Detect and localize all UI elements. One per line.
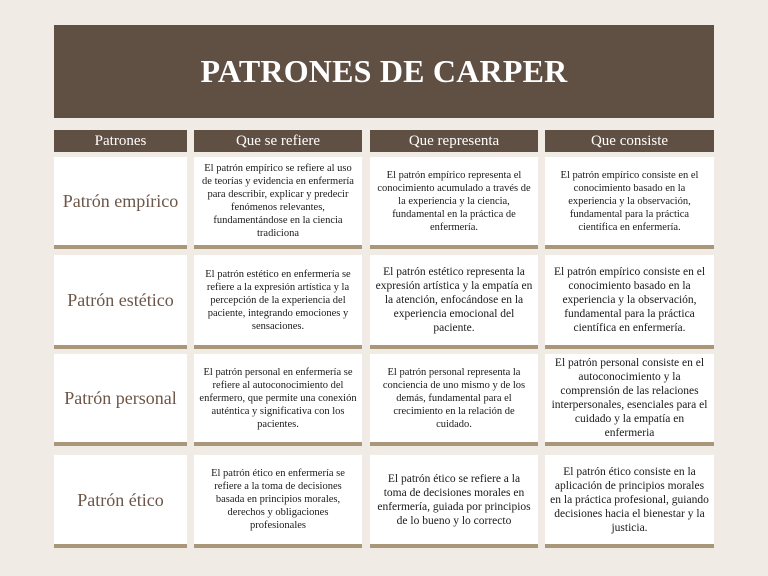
cell-etico-refiere: El patrón ético en enfermería se refiere a la toma de decisiones basada en principios morales, derechos y obligaciones profesionales	[194, 455, 362, 548]
column-header-que-se-refiere: Que se refiere	[194, 130, 362, 152]
cell-personal-representa: El patrón personal representa la conciencia de uno mismo y de los demás, fundamental para el crecimiento en la relación de cuidado.	[370, 354, 538, 446]
cell-etico-consiste: El patrón ético consiste en la aplicación de principios morales en la práctica profesional, guiando decisiones hacia el bienestar y la justicia.	[545, 455, 714, 548]
column-header-que-representa: Que representa	[370, 130, 538, 152]
column-header-patrones: Patrones	[54, 130, 187, 152]
row-label-empirico: Patrón empírico	[54, 157, 187, 249]
cell-estetico-refiere: El patrón estético en enfermería se refiere a la expresión artística y la percepción de la experiencia del paciente, integrando emociones y sensaciones.	[194, 255, 362, 349]
cell-personal-refiere: El patrón personal en enfermería se refiere al autoconocimiento del enfermero, que permite una conexión auténtica y significativa con los pacientes.	[194, 354, 362, 446]
page-title: PATRONES DE CARPER	[200, 53, 568, 89]
cell-empirico-representa: El patrón empírico representa el conocimiento acumulado a través de la experiencia y la ciencia, fundamental en la práctica de enfermería.	[370, 157, 538, 249]
row-label-estetico: Patrón estético	[54, 255, 187, 349]
title-banner	[54, 25, 714, 118]
column-header-que-consiste: Que consiste	[545, 130, 714, 152]
row-label-etico: Patrón ético	[54, 455, 187, 548]
cell-estetico-consiste: El patrón empírico consiste en el conocimiento basado en la experiencia y la observación, fundamental para la práctica científica en enfermería.	[545, 255, 714, 349]
cell-personal-consiste: El patrón personal consiste en el autoconocimiento y la comprensión de las relaciones interpersonales, esenciales para el cuidado y la empatía en enfermeria	[545, 354, 714, 446]
row-label-personal: Patrón personal	[54, 354, 187, 446]
cell-empirico-consiste: El patrón empírico consiste en el conocimiento basado en la experiencia y la observación, fundamental para la práctica científica en enfermería.	[545, 157, 714, 249]
cell-empirico-refiere: El patrón empírico se refiere al uso de teorías y evidencia en enfermería para describir, explicar y predecir fenómenos relevantes, fundamentándose en la ciencia tradiciona	[194, 157, 362, 249]
cell-etico-representa: El patrón ético se refiere a la toma de decisiones morales en enfermería, guiada por principios de lo bueno y lo correcto	[370, 455, 538, 548]
cell-estetico-representa: El patrón estético representa la expresión artística y la empatía en la atención, enfocándose en la experiencia emocional del paciente.	[370, 255, 538, 349]
